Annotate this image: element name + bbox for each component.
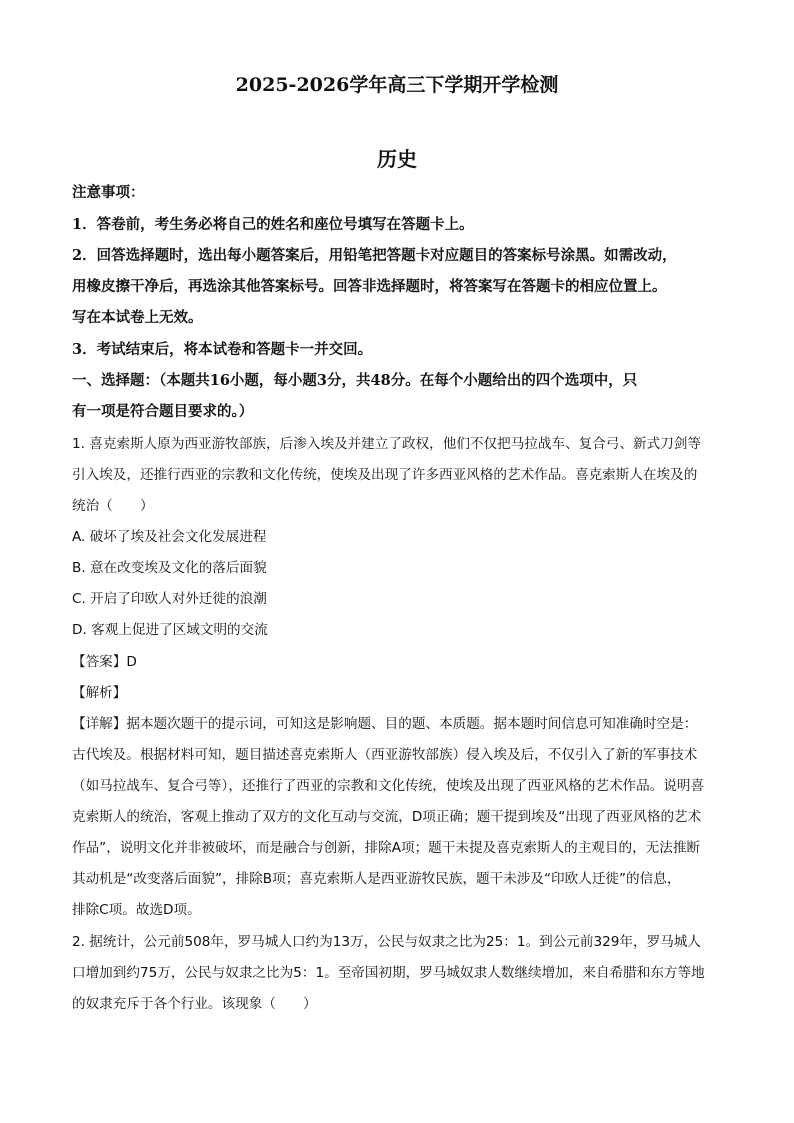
question-1-analysis-tag: 【解析】 [72, 685, 127, 701]
exam-title: 2025-2026学年高三下学期开学检测 [235, 74, 559, 96]
notice-item-2-end: 写在本试卷上无效。 [72, 309, 203, 326]
question-1-answer [72, 650, 137, 670]
question-2-stem-end: 的奴隶充斥于各个行业。该现象（ ） [72, 996, 317, 1012]
notice-item-3: 3．考试结束后，将本试卷和答题卡一并交回。 [72, 341, 373, 358]
notice-item-2: 2．回答选择题时，选出每小题答案后，用铅笔把答题卡对应题目的答案标号涂黑。如需改动， [72, 247, 677, 264]
section-heading: 一、选择题：（本题共16小题，每小题3分，共48分。在每个小题给出的四个选项中，只 [72, 372, 638, 389]
notice-heading: 注意事项： [72, 184, 145, 201]
detail-text: 据本题次题干的提示词，可知这是影响题、目的题、本质题。据本题时间信息可知准确时空是： [126, 716, 698, 732]
notice-item-1: 1．答卷前，考生务必将自己的姓名和座位号填写在答题卡上。 [72, 216, 474, 233]
question-1-option-d: D. 客观上促进了区域文明的交流 [72, 622, 268, 638]
question-1-detail-line-6: 其动机是“改变落后面貌”，排除B项；喜克索斯人是西亚游牧民族，题干未涉及“印欧人迁徙”的信息， [72, 871, 681, 887]
subject-title: 历史 [377, 147, 417, 171]
question-1-detail-line-5: 作品”，说明文化并非被破坏，而是融合与创新，排除A项；题干未提及喜克索斯人的主观目的，无法推断 [72, 840, 701, 856]
question-1-option-c: C. 开启了印欧人对外迁徙的浪潮 [72, 591, 267, 607]
notice-item-2-cont: 用橡皮擦干净后，再选涂其他答案标号。回答非选择题时，将答案写在答题卡的相应位置上。 [72, 278, 667, 295]
question-1-stem-end: 统治（ ） [72, 498, 154, 514]
question-1-detail-line-2: 古代埃及。根据材料可知，题目描述喜克索斯人（西亚游牧部族）侵入埃及后，不仅引入了新的军事技术 [72, 747, 698, 763]
question-1-detail [72, 712, 697, 732]
detail-tag: 【详解】 [72, 716, 127, 732]
question-1-option-a: A. 破坏了埃及社会文化发展进程 [72, 529, 267, 545]
section-heading-cont: 有一项是符合题目要求的。） [72, 403, 254, 420]
answer-value: D [126, 654, 137, 670]
question-1-detail-line-3: （如马拉战车、复合弓等），还推行了西亚的宗教和文化传统，使埃及出现了西亚风格的艺术作品。说明喜 [72, 778, 705, 794]
question-1-option-b: B. 意在改变埃及文化的落后面貌 [72, 560, 267, 576]
question-1-stem: 1. 喜克索斯人原为西亚游牧部族，后渗入埃及并建立了政权，他们不仅把马拉战车、复合弓、新式刀剑等 [72, 436, 702, 452]
question-2-stem-cont: 口增加到约75万，公民与奴隶之比为5：1。至帝国初期，罗马城奴隶人数继续增加，来自希腊和东方等地 [72, 965, 705, 981]
question-1-stem-cont: 引入埃及，还推行西亚的宗教和文化传统，使埃及出现了许多西亚风格的艺术作品。喜克索斯人在埃及的 [72, 467, 698, 483]
question-2-stem: 2. 据统计，公元前508年，罗马城人口约为13万，公民与奴隶之比为25：1。到公元前329年，罗马城人 [72, 934, 701, 950]
question-1-detail-line-4: 克索斯人的统治，客观上推动了双方的文化互动与交流，D项正确；题干提到埃及“出现了西亚风格的艺术 [72, 809, 702, 825]
answer-tag: 【答案】 [72, 654, 127, 670]
question-1-detail-line-7: 排除C项。故选D项。 [72, 902, 201, 918]
